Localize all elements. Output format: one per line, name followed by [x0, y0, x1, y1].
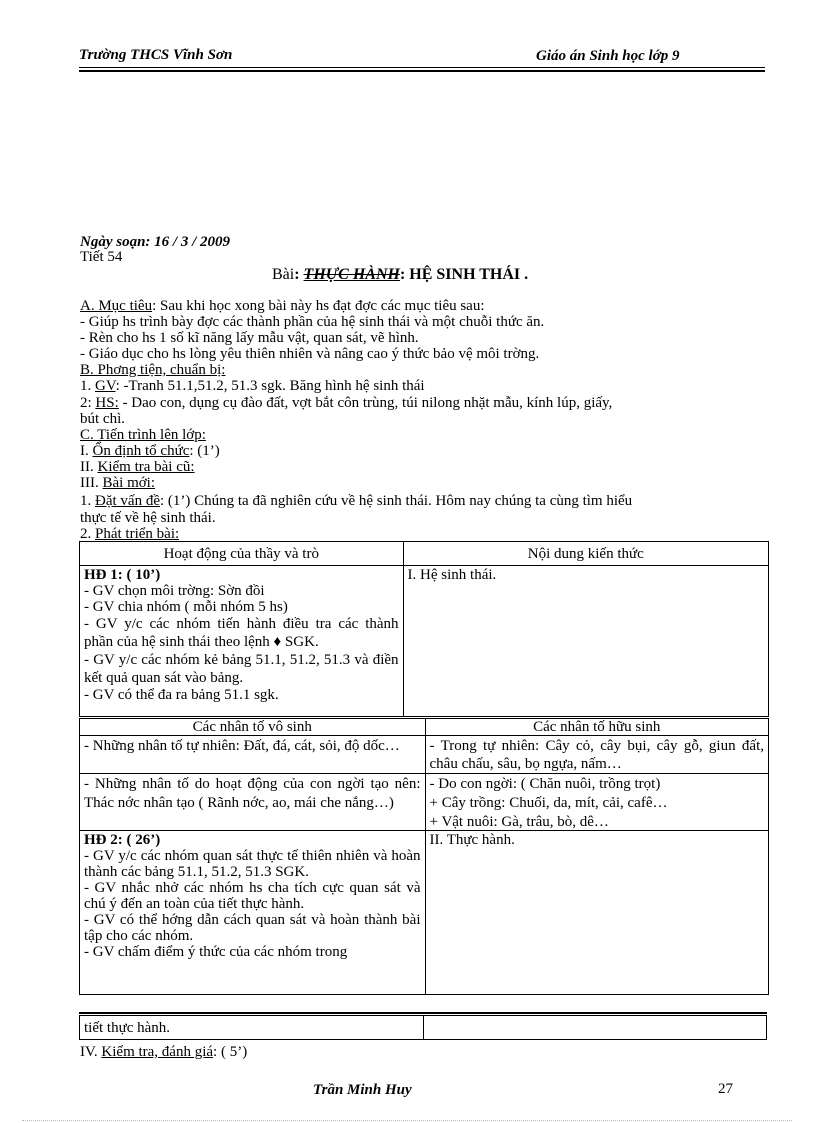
- hd1-content-cell: [403, 566, 768, 717]
- hd2-line: - GV chấm điểm ý thức của các nhóm trong: [84, 944, 348, 960]
- section-b-heading: B. Phơng tiện, chuẩn bị:: [80, 362, 226, 378]
- table-head-activities: Hoạt động của thầy và trò: [80, 542, 404, 566]
- hd2-content: II. Thực hành.: [429, 832, 515, 848]
- ptb-label: Phát triển bài:: [95, 526, 180, 540]
- table-row-hd1: [80, 566, 769, 717]
- school-name: Trường THCS Vĩnh Sơn: [79, 47, 233, 63]
- section-a-item: - Giáo dục cho hs lòng yêu thiên nhiên và nâng cao ý thức bảo vệ môi trờng.: [80, 346, 540, 362]
- period-label: Tiết 54: [80, 249, 123, 265]
- subject-title: Giáo án Sinh học lớp 9: [536, 48, 680, 64]
- biotic-human-line: - Do con ngời: ( Chăn nuôi, trồng trọt): [429, 776, 661, 792]
- i1-label: Ổn định tổ chức: [92, 443, 190, 459]
- table-header-row: [80, 542, 769, 566]
- lesson-title: [272, 266, 528, 284]
- dvd-text: : (1’) Chúng ta đã nghiên cứu về hệ sinh thái. Hôm nay chúng ta cùng tìm hiểu: [159, 493, 633, 509]
- section-b-hs-cont: bút chì.: [80, 411, 125, 427]
- hd1-line: - GV chọn môi trờng: Sờn đồi: [84, 583, 265, 599]
- i3-label: Bài mới:: [102, 475, 156, 491]
- lesson-prefix: Bài: [272, 266, 295, 283]
- table-row-hd2: [80, 831, 769, 995]
- i1-text: : (1’): [189, 443, 220, 459]
- hd2-content-cell: [425, 831, 769, 995]
- lesson-struck: THỰC HÀNH: [303, 266, 400, 283]
- lesson-rest: : HỆ SINH THÁI .: [399, 266, 529, 283]
- i3-num: III.: [80, 475, 103, 491]
- abiotic-head: Các nhân tố vô sinh: [80, 719, 426, 736]
- hd1-line: - GV y/c các nhóm kẻ bảng 51.1, 51.2, 51.3 và điền kết quả quan sát vào bảng.: [84, 652, 399, 686]
- i2-num: II.: [80, 459, 98, 475]
- iv-label: Kiểm tra, đánh giá: [101, 1044, 214, 1060]
- header-rule-thick: [79, 70, 765, 72]
- section-iv: [80, 1044, 247, 1060]
- gv-label: GV: [95, 378, 116, 394]
- i1-num: I.: [80, 443, 93, 459]
- biotic-human-line: + Vật nuôi: Gà, trâu, bò, dê…: [429, 814, 609, 830]
- abiotic-natural: - Những nhân tố tự nhiên: Đất, đá, cát, sỏi, độ dốc…: [80, 736, 426, 774]
- section-b-gv: [80, 378, 425, 394]
- continued-row: [80, 1016, 767, 1040]
- hd2-cell: [80, 831, 426, 995]
- hd1-line: - GV chia nhóm ( mỗi nhóm 5 hs): [84, 599, 288, 615]
- author-name: Trần Minh Huy: [313, 1082, 412, 1098]
- table-head-content: Nội dung kiến thức: [403, 542, 768, 566]
- iv-num: IV.: [80, 1044, 102, 1060]
- factors-table: [79, 718, 769, 995]
- header-rule: [79, 67, 765, 68]
- hd1-content: I. Hệ sinh thái.: [407, 567, 497, 583]
- hd1-title: HĐ 1: ( 10’): [84, 567, 161, 583]
- factors-row: [80, 736, 769, 774]
- section-c-dvd-cont: thực tế về hệ sinh thái.: [80, 510, 216, 526]
- section-c-ptb: [80, 526, 179, 540]
- section-a-item: - Rèn cho hs 1 số kĩ năng lấy mẫu vật, quan sát, vẽ hình.: [80, 330, 419, 346]
- section-a-label: A. Mục tiêu: [80, 298, 153, 314]
- abiotic-human: - Những nhân tố do hoạt động của con ngời tạo nên: Thác nớc nhân tạo ( Rãnh nớc, ao, mái che nắng…): [80, 774, 426, 831]
- dvd-label: Đặt vấn đề: [95, 493, 160, 509]
- section-c-heading: C. Tiến trình lên lớp:: [80, 427, 206, 443]
- hd1-line: - GV có thể đa ra bảng 51.1 sgk.: [84, 687, 279, 703]
- gv-num: 1.: [80, 378, 95, 394]
- lesson-colon: :: [294, 266, 304, 283]
- gv-text: : -Tranh 51.1,51.2, 51.3 sgk. Băng hình hệ sinh thái: [115, 378, 425, 394]
- continued-left: tiết thực hành.: [80, 1016, 424, 1040]
- biotic-human-cell: [425, 774, 769, 831]
- section-c-i3: [80, 475, 155, 491]
- hs-text: - Dao con, dụng cụ đào đất, vợt bắt côn trùng, túi nilong nhặt mẫu, kính lúp, giấy,: [118, 395, 613, 411]
- hd2-line: - GV y/c các nhóm quan sát thực tế thiên nhiên và hoàn thành các bảng 51.1, 51.2, 51.3 SGK.: [84, 848, 421, 880]
- hd2-line: - GV có thể hớng dẫn cách quan sát và hoàn thành bài tập cho các nhóm.: [84, 912, 421, 944]
- hs-label: HS:: [95, 395, 119, 411]
- hd2-line: - GV nhắc nhở các nhóm hs cha tích cực quan sát và chú ý đến an toàn của tiết thực hành.: [84, 880, 421, 912]
- section-a-item: - Giúp hs trình bày đợc các thành phần của hệ sinh thái và một chuỗi thức ăn.: [80, 314, 545, 330]
- hs-num: 2:: [80, 395, 96, 411]
- iv-text: : ( 5’): [213, 1044, 248, 1060]
- continued-table: [79, 1015, 767, 1040]
- biotic-human-line: + Cây trồng: Chuối, da, mít, cải, cafê…: [429, 795, 668, 811]
- dvd-num: 1.: [80, 493, 95, 509]
- hd1-line: - GV y/c các nhóm tiến hành điều tra các thành phần của hệ sinh thái theo lệnh ♦ SGK.: [84, 616, 399, 650]
- page-break-rule: [79, 1012, 767, 1014]
- biotic-head: Các nhân tố hữu sinh: [425, 719, 769, 736]
- section-c-i1: [80, 443, 220, 459]
- biotic-natural: - Trong tự nhiên: Cây cỏ, cây bụi, cây gỗ, giun đất, châu chấu, sâu, bọ ngựa, nấm…: [425, 736, 769, 774]
- section-a-text: : Sau khi học xong bài này hs đạt đợc các mục tiêu sau:: [152, 298, 485, 314]
- hd2-title: HĐ 2: ( 26’): [84, 832, 161, 848]
- hd1-cell: [80, 566, 404, 717]
- section-c-i2: [80, 459, 195, 475]
- lesson-table: [79, 541, 769, 717]
- page-number: 27: [718, 1081, 733, 1097]
- page-edge: [22, 1120, 792, 1121]
- continued-right: [423, 1016, 766, 1040]
- factors-header-row: [80, 719, 769, 736]
- section-b-hs: [80, 395, 612, 411]
- section-c-dvd: [80, 493, 632, 509]
- ptb-num: 2.: [80, 526, 95, 540]
- date-line: Ngày soạn: 16 / 3 / 2009: [80, 234, 230, 250]
- factors-row: [80, 774, 769, 831]
- section-a-heading: [80, 298, 485, 314]
- i2-label: Kiểm tra bài cũ:: [97, 459, 195, 475]
